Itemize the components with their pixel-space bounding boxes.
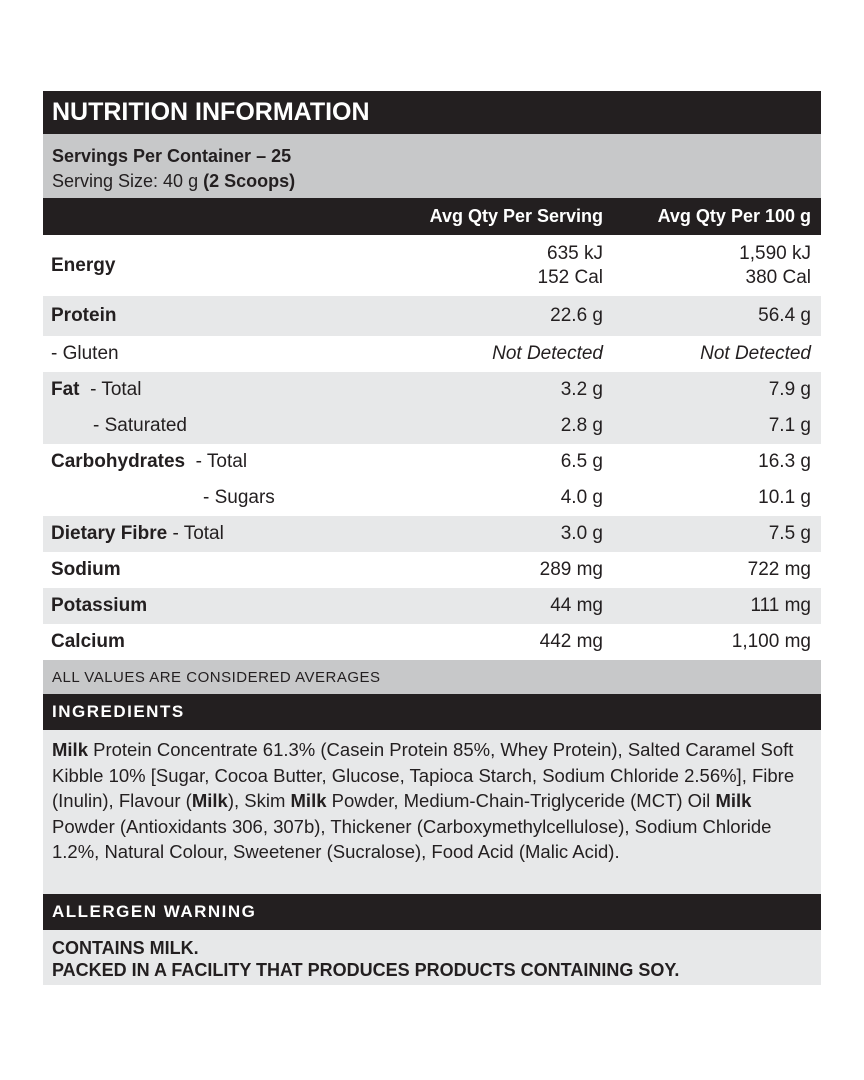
protein-per-serving: 22.6 g — [550, 305, 603, 326]
calcium-per-serving: 442 mg — [539, 631, 603, 652]
row-label — [43, 379, 411, 401]
calcium-per-100g: 1,100 mg — [731, 631, 811, 652]
row-label: Potassium — [51, 595, 148, 616]
column-header-per-100g: Avg Qty Per 100 g — [657, 206, 811, 226]
milk-bold: Milk — [290, 790, 327, 811]
milk-bold: Milk — [715, 790, 752, 811]
fat-saturated-sub: - Saturated — [93, 415, 187, 436]
row-calcium — [43, 624, 821, 660]
row-dietary-fibre — [43, 516, 821, 552]
row-label — [43, 487, 411, 509]
protein-per-100g: 56.4 g — [758, 305, 811, 326]
dietary-fibre-per-100g: 7.5 g — [768, 523, 811, 544]
energy-100g-cal: 380 Cal — [745, 266, 811, 288]
ingredients-text — [43, 730, 821, 894]
column-header-row — [43, 198, 821, 235]
row-label: Calcium — [51, 631, 125, 652]
row-potassium — [43, 588, 821, 624]
carbohydrates-sugars-per-serving: 4.0 g — [560, 487, 603, 508]
row-label — [43, 523, 411, 545]
servings-per-container: Servings Per Container – 25 — [52, 146, 292, 166]
row-label: Sodium — [51, 559, 121, 580]
ingredients-heading: INGREDIENTS — [43, 694, 821, 730]
milk-bold: Milk — [52, 739, 88, 760]
allergen-text — [43, 930, 821, 985]
gluten-per-serving: Not Detected — [492, 343, 603, 364]
energy-100g-kj: 1,590 kJ — [739, 242, 811, 264]
serving-size — [52, 169, 812, 194]
fat-label: Fat — [51, 379, 80, 400]
row-label: - Gluten — [51, 343, 119, 364]
allergen-line-contains: CONTAINS MILK. — [52, 938, 199, 958]
allergen-heading: ALLERGEN WARNING — [43, 894, 821, 930]
row-energy — [43, 235, 821, 296]
row-sodium — [43, 552, 821, 588]
servings-block — [43, 134, 821, 198]
row-carbohydrates-total — [43, 444, 821, 480]
ingredients-part: Powder, Medium-Chain-Triglyceride (MCT) Oil — [326, 790, 716, 811]
fat-saturated-per-serving: 2.8 g — [560, 415, 603, 436]
dietary-fibre-sub: - Total — [172, 523, 224, 544]
fat-saturated-per-100g: 7.1 g — [768, 415, 811, 436]
energy-per-serving — [411, 242, 611, 290]
carbohydrates-sugars-sub: - Sugars — [203, 487, 275, 508]
milk-bold: Milk — [191, 790, 228, 811]
row-fat-saturated — [43, 408, 821, 444]
sodium-per-serving: 289 mg — [539, 559, 603, 580]
fat-total-per-100g: 7.9 g — [768, 379, 811, 400]
serving-size-scoops: (2 Scoops) — [203, 171, 296, 191]
row-label — [43, 451, 411, 473]
carbohydrates-total-sub: - Total — [195, 451, 248, 472]
potassium-per-serving: 44 mg — [550, 595, 603, 616]
dietary-fibre-label: Dietary Fibre — [51, 523, 168, 544]
panel-title: NUTRITION INFORMATION — [43, 91, 821, 134]
carbohydrates-label: Carbohydrates — [51, 451, 186, 472]
sodium-per-100g: 722 mg — [747, 559, 811, 580]
ingredients-part: ), Skim — [227, 790, 291, 811]
ingredients-part: Powder (Antioxidants 306, 307b), Thickener (Carboxymethylcellulose), Sodium Chloride 1.2%, Natural Colour, Sweetener (Sucralose), Food Acid (Malic Acid). — [52, 815, 772, 862]
nutrition-panel — [43, 91, 821, 985]
serving-size-text: Serving Size: 40 g — [52, 171, 204, 191]
averages-note: ALL VALUES ARE CONSIDERED AVERAGES — [43, 660, 821, 694]
row-label: Protein — [51, 305, 117, 326]
potassium-per-100g: 111 mg — [750, 595, 811, 616]
row-label — [43, 415, 411, 437]
row-gluten — [43, 336, 821, 372]
row-label: Energy — [51, 254, 116, 276]
carbohydrates-sugars-per-100g: 10.1 g — [758, 487, 811, 508]
dietary-fibre-per-serving: 3.0 g — [560, 523, 603, 544]
energy-per-100g — [611, 242, 821, 290]
ingredients-part: Protein Concentrate 61.3% (Casein Protein 85%, Whey Protein), Salted Caramel Soft Kibble 10% [Sugar, Cocoa Butter, Glucose, Tapioca Starch, Sodium Chloride 2.56%], Fibre (Inulin), Flavour ( — [52, 739, 795, 811]
energy-serv-cal: 152 Cal — [537, 266, 603, 288]
column-header-per-serving: Avg Qty Per Serving — [429, 206, 603, 226]
fat-total-sub: - Total — [90, 379, 142, 400]
row-fat-total — [43, 372, 821, 408]
carbohydrates-total-per-serving: 6.5 g — [560, 451, 603, 472]
carbohydrates-total-per-100g: 16.3 g — [758, 451, 811, 472]
allergen-line-facility: PACKED IN A FACILITY THAT PRODUCES PRODUCTS CONTAINING SOY. — [52, 960, 680, 980]
energy-serv-kj: 635 kJ — [547, 242, 603, 264]
row-protein — [43, 296, 821, 336]
gluten-per-100g: Not Detected — [700, 343, 811, 364]
row-carbohydrates-sugars — [43, 480, 821, 516]
fat-total-per-serving: 3.2 g — [560, 379, 603, 400]
